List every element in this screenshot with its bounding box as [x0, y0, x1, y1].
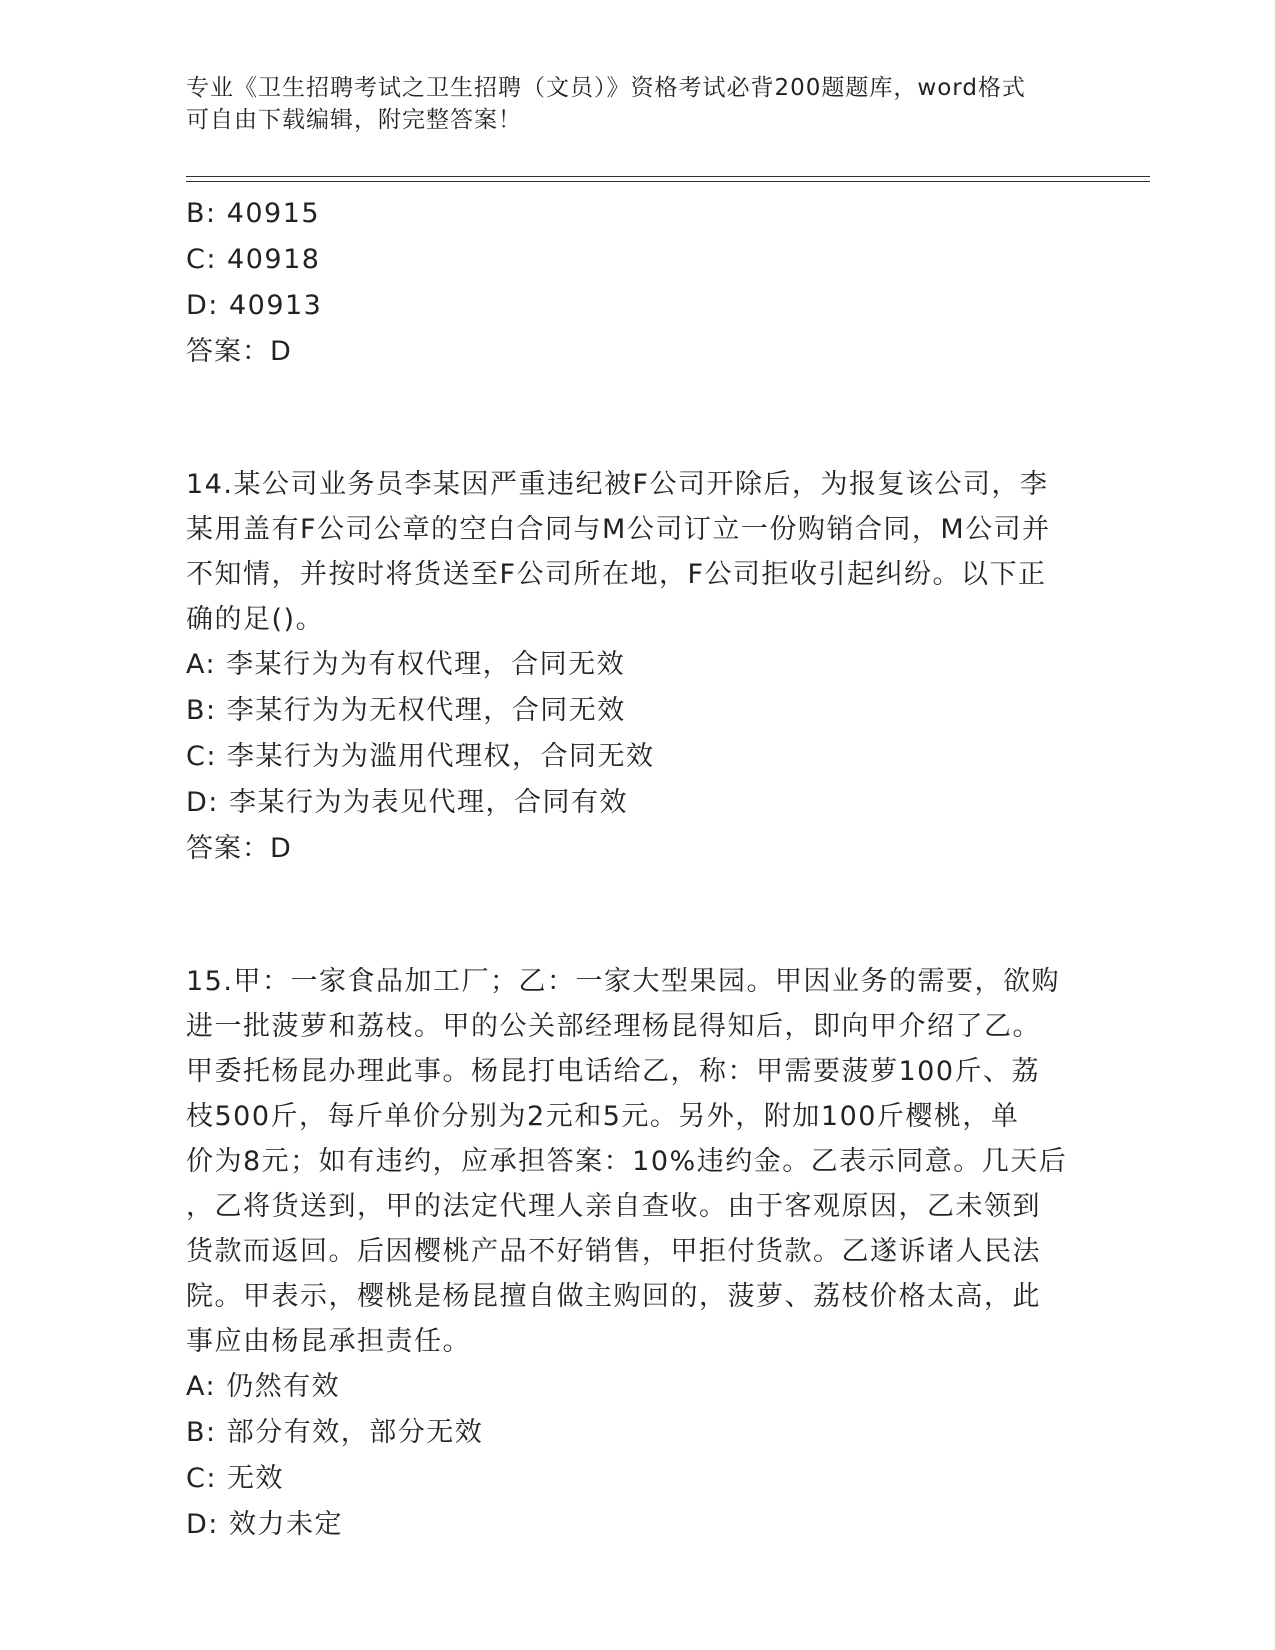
stem-line: 进一批菠萝和荔枝。甲的公关部经理杨昆得知后，即向甲介绍了乙。: [186, 1011, 1041, 1042]
option-c: C: 无效: [186, 1463, 285, 1494]
answer: 答案：D: [186, 336, 292, 367]
question-stem: [186, 959, 1076, 1364]
spacer: [186, 375, 1086, 462]
stem-line: 某用盖有F公司公章的空白合同与M公司订立一份购销合同，M公司并: [186, 514, 1051, 545]
document-header: [186, 72, 1066, 136]
stem-line: 不知情，并按时将货送至F公司所在地，F公司拒收引起纠纷。以下正: [186, 559, 1047, 590]
stem-line: 15.甲：一家食品加工厂；乙：一家大型果园。甲因业务的需要，欲购: [186, 966, 1060, 997]
option-b: B: 40915: [186, 198, 321, 229]
question-14: [186, 462, 1086, 872]
question-stem: [186, 462, 1076, 642]
question-13-tail: [186, 191, 1086, 375]
stem-line: 确的足()。: [186, 604, 325, 635]
option-a: A: 李某行为为有权代理，合同无效: [186, 649, 626, 680]
stem-line: 14.某公司业务员李某因严重违纪被F公司开除后，为报复该公司，李: [186, 469, 1049, 500]
header-divider-top: [186, 176, 1150, 177]
option-c: C: 40918: [186, 244, 321, 275]
question-15: [186, 959, 1086, 1548]
document-body: [186, 191, 1086, 1548]
option-d: D: 李某行为为表见代理，合同有效: [186, 787, 628, 818]
stem-line: 院。甲表示，樱桃是杨昆擅自做主购回的，菠萝、荔枝价格太高，此: [186, 1281, 1041, 1312]
stem-line: ，乙将货送到，甲的法定代理人亲自查收。由于客观原因，乙未领到: [186, 1191, 1041, 1222]
option-a: A: 仍然有效: [186, 1371, 341, 1402]
header-line-2: 可自由下载编辑，附完整答案！: [186, 107, 522, 133]
option-c: C: 李某行为为滥用代理权，合同无效: [186, 741, 655, 772]
header-divider-bottom: [186, 181, 1150, 182]
stem-line: 货款而返回。后因樱桃产品不好销售，甲拒付货款。乙遂诉诸人民法: [186, 1236, 1041, 1267]
header-line-1: 专业《卫生招聘考试之卫生招聘（文员）》资格考试必背200题题库，word格式: [186, 75, 1026, 101]
stem-line: 价为8元；如有违约，应承担答案：10%违约金。乙表示同意。几天后: [186, 1146, 1068, 1177]
answer: 答案：D: [186, 833, 292, 864]
option-d: D: 效力未定: [186, 1509, 343, 1540]
option-b: B: 部分有效，部分无效: [186, 1417, 484, 1448]
spacer: [186, 872, 1086, 959]
stem-line: 甲委托杨昆办理此事。杨昆打电话给乙，称：甲需要菠萝100斤、荔: [186, 1056, 1041, 1087]
option-d: D: 40913: [186, 290, 323, 321]
stem-line: 枝500斤，每斤单价分别为2元和5元。另外，附加100斤樱桃，单: [186, 1101, 1020, 1132]
option-b: B: 李某行为为无权代理，合同无效: [186, 695, 626, 726]
stem-line: 事应由杨昆承担责任。: [186, 1326, 471, 1357]
